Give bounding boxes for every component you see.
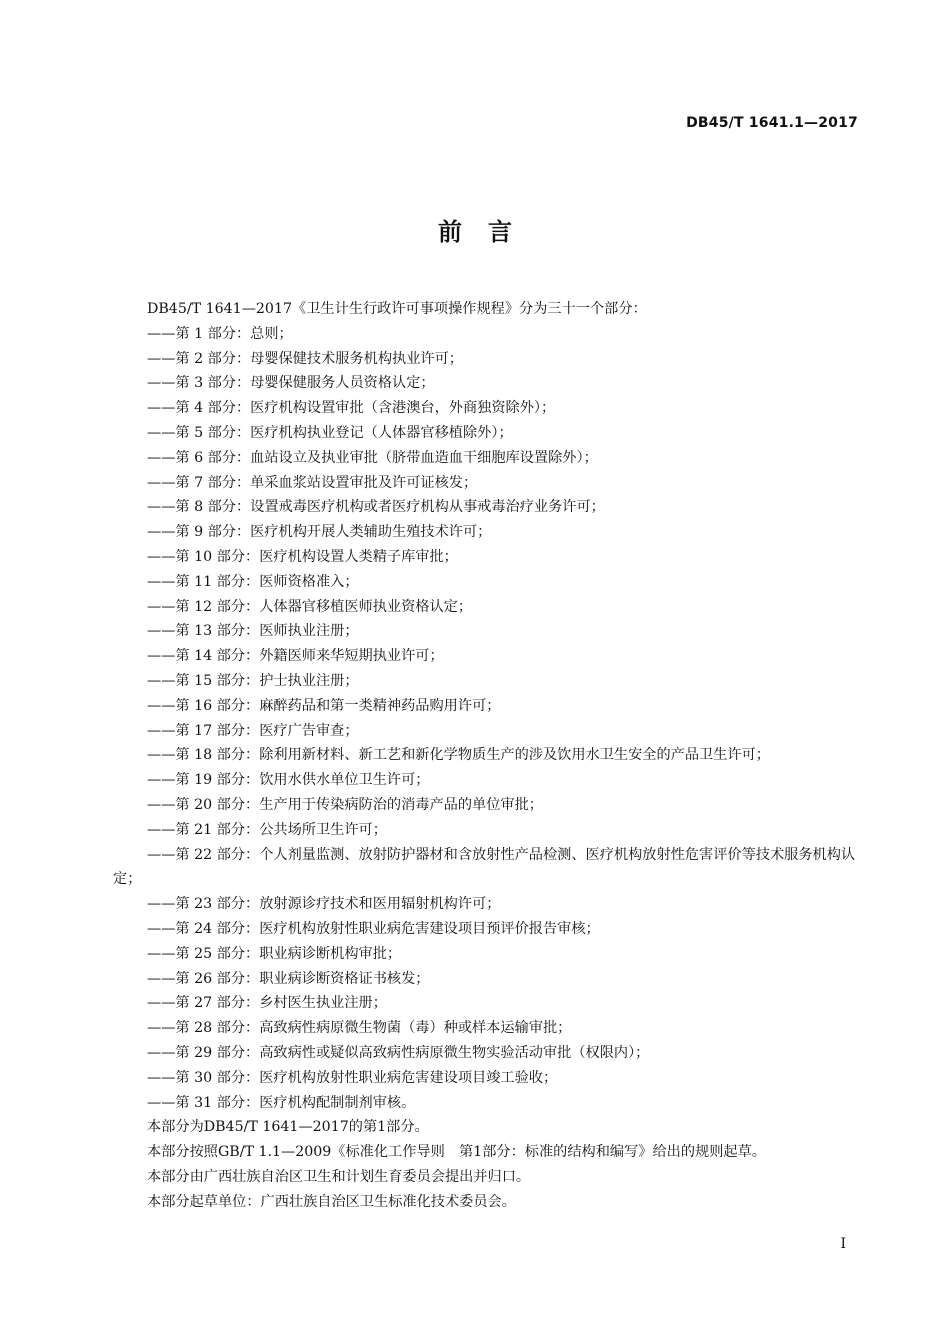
part-item: ——第 31 部分：医疗机构配制制剂审核。 — [147, 1094, 416, 1111]
part-item: ——第 26 部分：职业病诊断资格证书核发； — [147, 970, 430, 987]
part-item: ——第 6 部分：血站设立及执业审批（脐带血造血干细胞库设置除外）； — [147, 449, 598, 466]
foreword-body — [113, 297, 863, 1214]
part-item: ——第 14 部分：外籍医师来华短期执业许可； — [147, 648, 444, 665]
part-item: ——第 5 部分：医疗机构执业登记（人体器官移植除外）； — [147, 424, 513, 441]
part-item: ——第 28 部分：高致病性病原微生物菌（毒）种或样本运输审批； — [147, 1020, 572, 1037]
closing-paragraph: 本部分由广西壮族自治区卫生和计划生育委员会提出并归口。 — [147, 1168, 531, 1185]
part-item: ——第 30 部分：医疗机构放射性职业病危害建设项目竣工验收； — [147, 1069, 558, 1086]
part-item: ——第 11 部分：医师资格准入； — [147, 573, 359, 590]
part-item: ——第 25 部分：职业病诊断机构审批； — [147, 945, 402, 962]
part-item: ——第 15 部分：护士执业注册； — [147, 672, 359, 689]
part-item: ——第 29 部分：高致病性或疑似高致病性病原微生物实验活动审批（权限内）； — [147, 1044, 650, 1061]
part-item: ——第 20 部分：生产用于传染病防治的消毒产品的单位审批； — [147, 796, 543, 813]
part-item: ——第 18 部分：除利用新材料、新工艺和新化学物质生产的涉及饮用水卫生安全的产品卫生许可； — [147, 747, 770, 764]
part-item: ——第 9 部分：医疗机构开展人类辅助生殖技术许可； — [147, 524, 492, 541]
part-item: ——第 21 部分：公共场所卫生许可； — [147, 821, 387, 838]
part-item: ——第 1 部分：总则； — [147, 325, 293, 342]
closing-paragraph: 本部分起草单位：广西壮族自治区卫生标准化技术委员会。 — [147, 1193, 516, 1210]
part-item: ——第 4 部分：医疗机构设置审批（含港澳台，外商独资除外）； — [147, 400, 556, 417]
closing-paragraph: 本部分为DB45/T 1641—2017的第1部分。 — [147, 1119, 429, 1136]
part-item: ——第 24 部分：医疗机构放射性职业病危害建设项目预评价报告审核； — [147, 920, 600, 937]
part-item: ——第 10 部分：医疗机构设置人类精子库审批； — [147, 548, 458, 565]
part-item: ——第 16 部分：麻醉药品和第一类精神药品购用许可； — [147, 697, 501, 714]
part-item: ——第 12 部分：人体器官移植医师执业资格认定； — [147, 598, 473, 615]
part-item: ——第 7 部分：单采血浆站设置审批及许可证核发； — [147, 474, 478, 491]
part-item: ——第 23 部分：放射源诊疗技术和医用辐射机构许可； — [147, 896, 501, 913]
part-item: ——第 8 部分：设置戒毒医疗机构或者医疗机构从事戒毒治疗业务许可； — [147, 499, 605, 516]
part-item: ——第 2 部分：母婴保健技术服务机构执业许可； — [147, 350, 463, 367]
intro-paragraph: DB45/T 1641—2017《卫生计生行政许可事项操作规程》分为三十一个部分： — [147, 301, 647, 317]
part-item: ——第 3 部分：母婴保健服务人员资格认定； — [147, 375, 435, 392]
part-item: ——第 22 部分：个人剂量监测、放射防护器材和含放射性产品检测、医疗机构放射性危害评价等技术服务机构认定； — [113, 846, 856, 888]
document-code: DB45/T 1641.1—2017 — [686, 115, 858, 131]
page-number: I — [840, 1236, 846, 1252]
part-item: ——第 17 部分：医疗广告审查； — [147, 722, 359, 739]
closing-paragraph: 本部分按照GB/T 1.1—2009《标准化工作导则 第1部分：标准的结构和编写》给出的规则起草。 — [147, 1144, 766, 1161]
page-title: 前言 — [438, 218, 538, 246]
part-item: ——第 19 部分：饮用水供水单位卫生许可； — [147, 772, 430, 789]
part-item: ——第 13 部分：医师执业注册； — [147, 623, 359, 640]
part-item: ——第 27 部分：乡村医生执业注册； — [147, 995, 387, 1012]
